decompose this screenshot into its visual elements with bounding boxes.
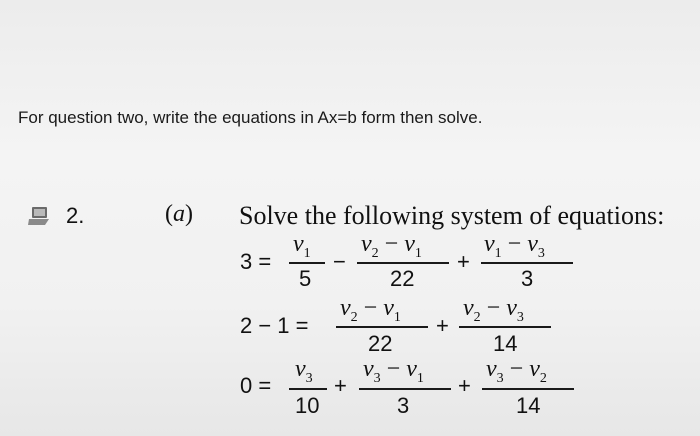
eq1-term3-num: $v_1 - v_3$	[484, 231, 545, 261]
instruction-text: For question two, write the equations in Ax=b form then solve.	[18, 108, 483, 127]
eq2-term2-bar	[459, 326, 551, 328]
eq1-term1-bar	[289, 262, 325, 264]
equation-3-lhs: 0 =	[240, 373, 272, 398]
eq3-term2-den: 3	[397, 393, 410, 418]
part-letter: a	[173, 201, 185, 227]
eq3-term1-num: $v_3$	[295, 356, 313, 386]
eq3-term1-den: 10	[295, 393, 320, 418]
eq1-term2-den: 22	[390, 266, 415, 291]
question-number: 2.	[66, 203, 85, 228]
part-label: (a)	[165, 201, 193, 227]
eq3-term3-bar	[482, 388, 574, 390]
eq2-term2-op: +	[436, 313, 449, 338]
question-heading: Solve the following system of equations:	[239, 201, 665, 230]
eq1-term3-op: +	[457, 249, 470, 274]
eq2-term2-num: $v_2 - v_3$	[463, 295, 524, 325]
eq3-term3-op: +	[458, 373, 471, 398]
eq1-term1-den: 5	[299, 266, 312, 291]
eq2-term2-den: 14	[493, 331, 518, 356]
eq2-term1-num: $v_2 - v_1$	[340, 295, 401, 325]
eq1-term3-bar	[481, 262, 573, 264]
eq2-term1-bar	[336, 326, 428, 328]
eq1-term3-den: 3	[521, 266, 534, 291]
eq1-term1-num: $v_1$	[293, 231, 311, 261]
eq3-term3-num: $v_3 - v_2$	[486, 356, 547, 386]
equation-1-lhs: 3 =	[240, 249, 272, 274]
eq3-term2-num: $v_3 - v_1$	[363, 356, 424, 386]
laptop-icon	[28, 206, 50, 226]
eq3-term1-bar	[289, 388, 327, 390]
eq3-term3-den: 14	[516, 393, 541, 418]
eq1-term2-num: $v_2 - v_1$	[361, 231, 422, 261]
eq1-term2-bar	[357, 262, 449, 264]
eq3-term2-bar	[359, 388, 451, 390]
equation-2-lhs: 2 − 1 =	[240, 313, 309, 338]
eq1-term2-op: −	[333, 249, 346, 274]
eq3-term2-op: +	[334, 373, 347, 398]
eq2-term1-den: 22	[368, 331, 393, 356]
